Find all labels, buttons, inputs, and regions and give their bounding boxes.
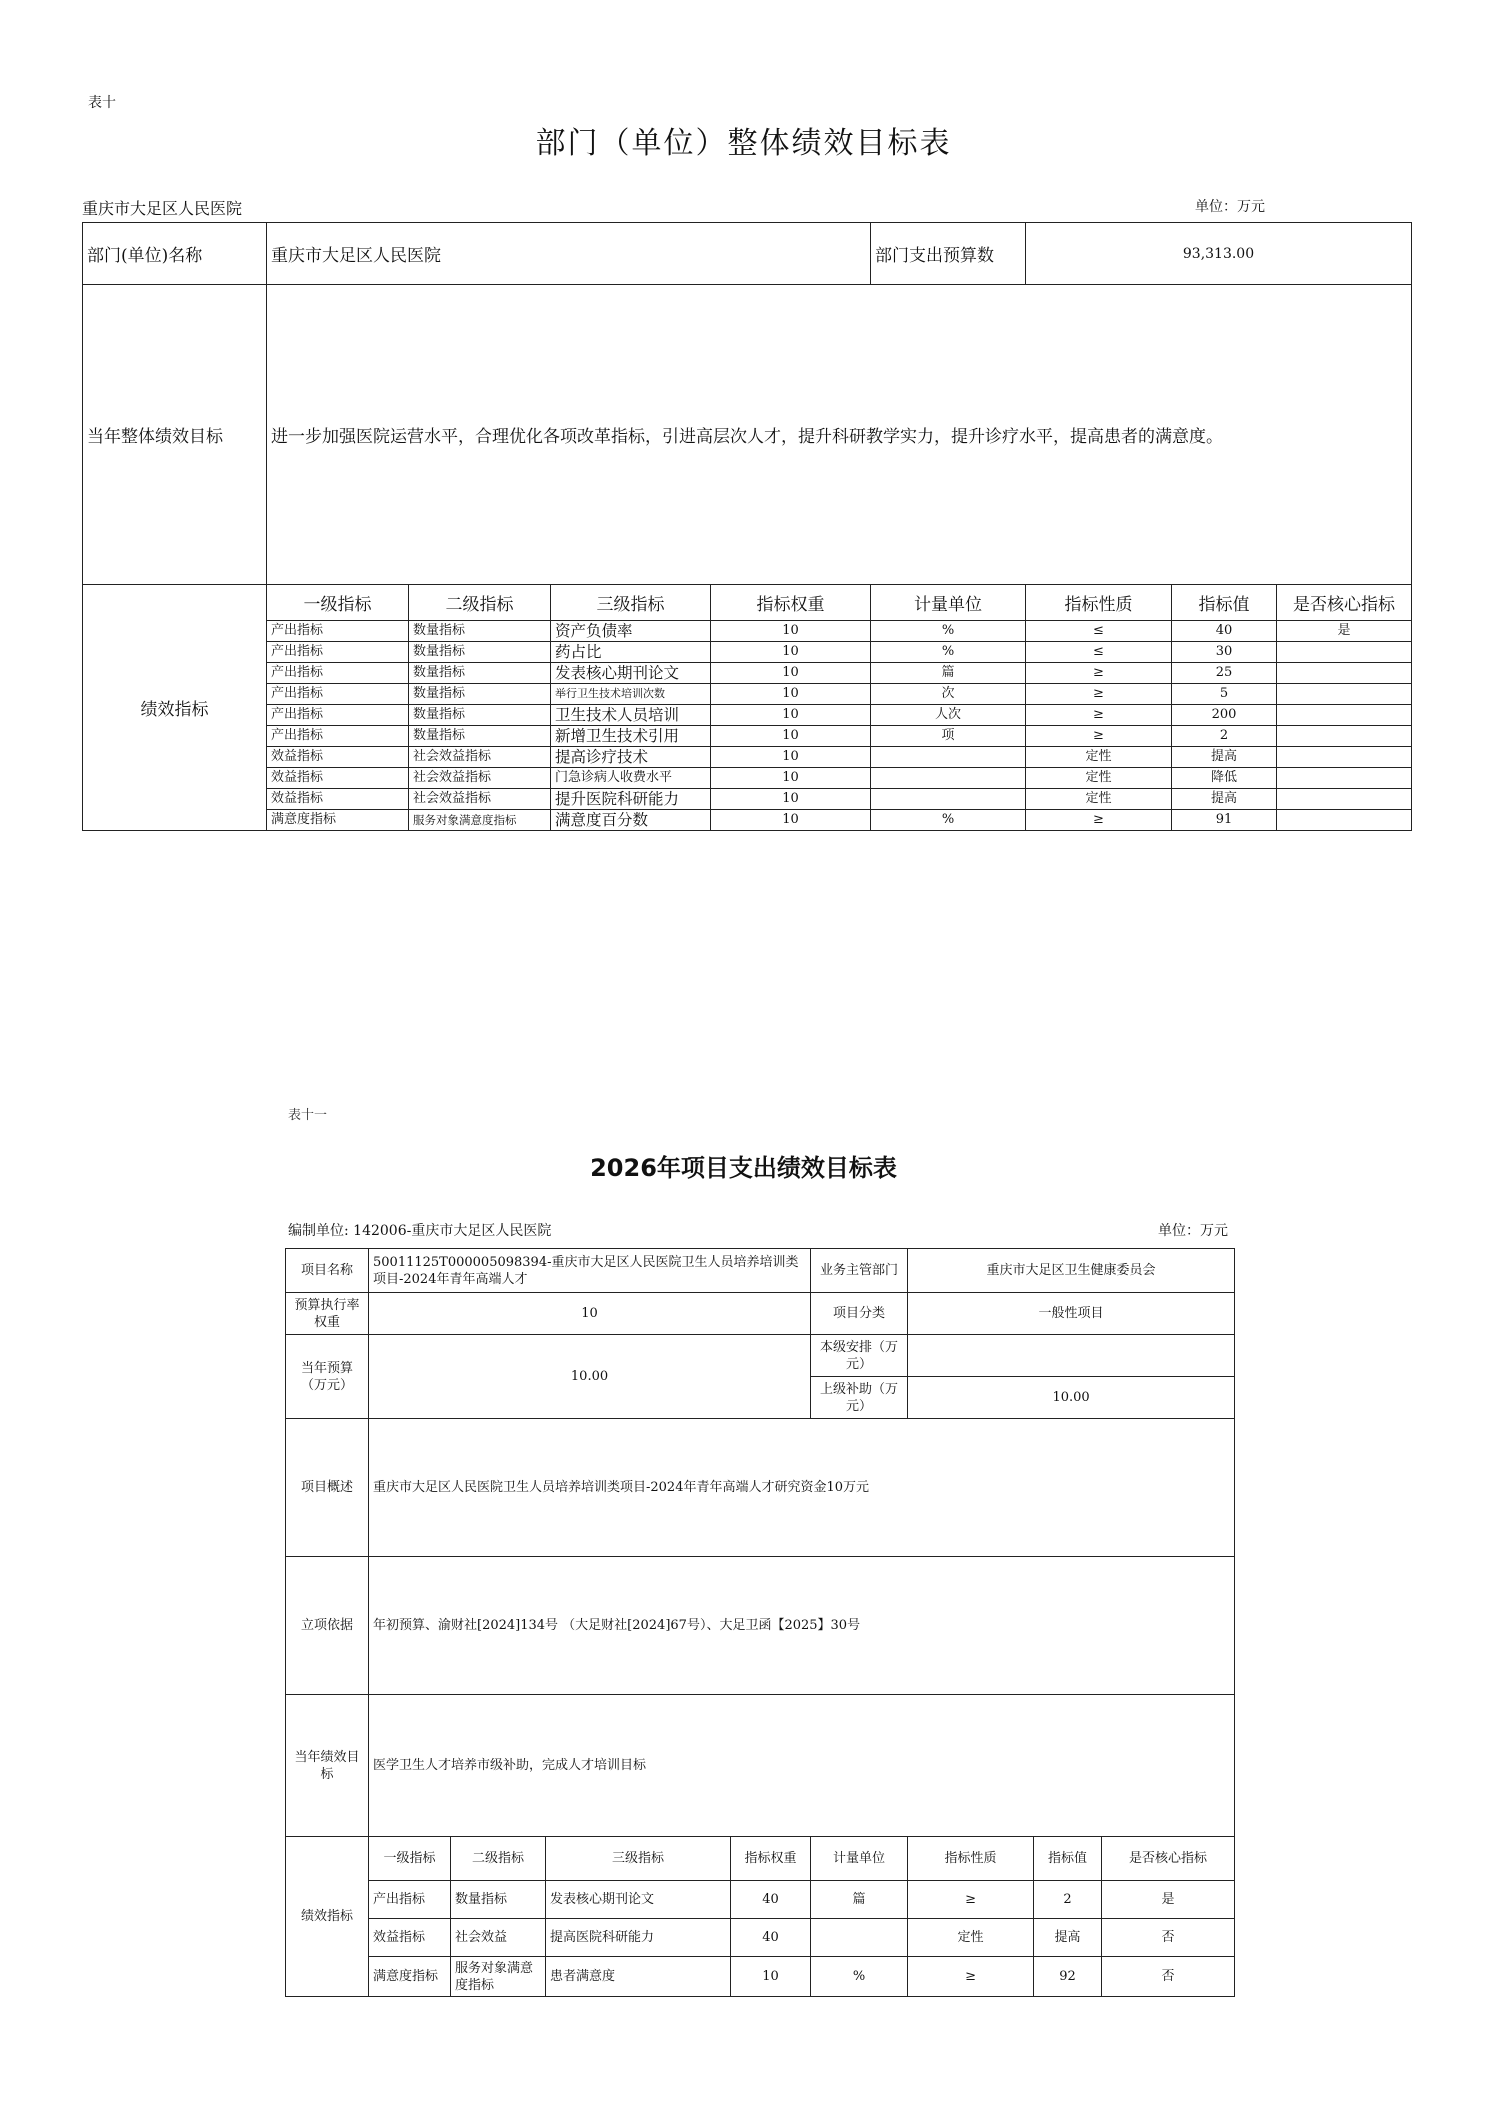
- perf-label: 绩效指标: [286, 1837, 369, 1997]
- cell: 200: [1172, 705, 1277, 726]
- cell: 10: [731, 1957, 811, 1997]
- cell: 产出指标: [267, 621, 409, 642]
- cell: ≥: [1026, 726, 1172, 747]
- table-row: [83, 747, 1412, 768]
- cell: ≤: [1026, 642, 1172, 663]
- cell: 产出指标: [267, 642, 409, 663]
- header-cell: 计量单位: [871, 585, 1026, 621]
- page-title: 2026年项目支出绩效目标表: [590, 1154, 897, 1182]
- goal-text: 医学卫生人才培养市级补助，完成人才培训目标: [369, 1695, 1235, 1837]
- cell: 效益指标: [369, 1919, 451, 1957]
- cell: 定性: [1026, 789, 1172, 810]
- cell: [1277, 789, 1412, 810]
- table-row: [83, 768, 1412, 789]
- local-label: 本级安排（万元）: [811, 1335, 908, 1377]
- cell: 10: [711, 663, 871, 684]
- cell: 是: [1277, 621, 1412, 642]
- cell: 篇: [811, 1881, 908, 1919]
- cell: 服务对象满意度指标: [451, 1957, 546, 1997]
- org-name: 编制单位: 142006-重庆市大足区人民医院: [288, 1223, 552, 1239]
- cell: 10: [711, 810, 871, 831]
- cell: 10: [711, 789, 871, 810]
- name-label: 部门(单位)名称: [83, 223, 267, 285]
- cell: 数量指标: [409, 726, 551, 747]
- budget-label: 当年预算（万元）: [286, 1335, 369, 1419]
- cell: [1277, 663, 1412, 684]
- cell: 卫生技术人员培训: [551, 705, 711, 726]
- cell: 满意度百分数: [551, 810, 711, 831]
- cell: 提高: [1172, 789, 1277, 810]
- cell: 药占比: [551, 642, 711, 663]
- cell: 定性: [908, 1919, 1034, 1957]
- cell: %: [871, 621, 1026, 642]
- cell: ≤: [1026, 621, 1172, 642]
- cell: 门急诊病人收费水平: [551, 768, 711, 789]
- cell: 社会效益指标: [409, 768, 551, 789]
- cell: 40: [1172, 621, 1277, 642]
- cell: 产出指标: [267, 705, 409, 726]
- cell: 否: [1102, 1957, 1235, 1997]
- cell: 10: [711, 747, 871, 768]
- header-cell: 二级指标: [451, 1837, 546, 1881]
- table-label: 表十一: [288, 1108, 328, 1123]
- cell: 2: [1034, 1881, 1102, 1919]
- table-row: [286, 1919, 1235, 1957]
- cell: [1277, 810, 1412, 831]
- goal-label: 当年绩效目标: [286, 1695, 369, 1837]
- exec-weight-label: 预算执行率权重: [286, 1293, 369, 1335]
- cell: 产出指标: [369, 1881, 451, 1919]
- cell: [811, 1919, 908, 1957]
- header-cell: 是否核心指标: [1102, 1837, 1235, 1881]
- cell: [1277, 642, 1412, 663]
- cell: [1277, 768, 1412, 789]
- cell: 数量指标: [409, 642, 551, 663]
- cell: 25: [1172, 663, 1277, 684]
- cell: 满意度指标: [267, 810, 409, 831]
- unit-label: 单位：万元: [1195, 199, 1265, 215]
- header-cell: 指标权重: [731, 1837, 811, 1881]
- goal-label: 当年整体绩效目标: [83, 285, 267, 585]
- name-value: 重庆市大足区人民医院: [267, 223, 871, 285]
- cell: 是: [1102, 1881, 1235, 1919]
- header-cell: 一级指标: [369, 1837, 451, 1881]
- cell: 10: [711, 726, 871, 747]
- cell: 2: [1172, 726, 1277, 747]
- project-name-value: 50011125T000005098394-重庆市大足区人民医院卫生人员培养培训类项目-2024年青年高端人才: [369, 1249, 811, 1293]
- cell: 次: [871, 684, 1026, 705]
- cell: ≥: [1026, 663, 1172, 684]
- cell: [871, 747, 1026, 768]
- cell: 10: [711, 642, 871, 663]
- cell: 社会效益指标: [409, 747, 551, 768]
- org-name: 重庆市大足区人民医院: [82, 199, 243, 218]
- cell: 效益指标: [267, 768, 409, 789]
- dept-value: 重庆市大足区卫生健康委员会: [908, 1249, 1235, 1293]
- header-cell: 一级指标: [267, 585, 409, 621]
- table-row: [83, 642, 1412, 663]
- project-name-label: 项目名称: [286, 1249, 369, 1293]
- dept-label: 业务主管部门: [811, 1249, 908, 1293]
- basis-label: 立项依据: [286, 1557, 369, 1695]
- budget-label: 部门支出预算数: [871, 223, 1026, 285]
- cell: 效益指标: [267, 789, 409, 810]
- cell: 提升医院科研能力: [551, 789, 711, 810]
- cell: 30: [1172, 642, 1277, 663]
- cell: 产出指标: [267, 663, 409, 684]
- cell: [1277, 747, 1412, 768]
- header-cell: 计量单位: [811, 1837, 908, 1881]
- cell: 否: [1102, 1919, 1235, 1957]
- cell: ≥: [908, 1881, 1034, 1919]
- dept-performance-table: [82, 222, 1412, 831]
- cell: 提高医院科研能力: [546, 1919, 731, 1957]
- category-value: 一般性项目: [908, 1293, 1235, 1335]
- table-label: 表十: [88, 95, 116, 111]
- cell: [1277, 684, 1412, 705]
- overview-label: 项目概述: [286, 1419, 369, 1557]
- cell: 降低: [1172, 768, 1277, 789]
- goal-text: 进一步加强医院运营水平，合理优化各项改革指标，引进高层次人才，提升科研教学实力，提升诊疗水平，提高患者的满意度。: [267, 285, 1412, 585]
- basis-text: 年初预算、渝财社[2024]134号 （大足财社[2024]67号）、大足卫函【2025】30号: [369, 1557, 1235, 1695]
- upper-value: 10.00: [908, 1377, 1235, 1419]
- cell: 提高诊疗技术: [551, 747, 711, 768]
- header-cell: 是否核心指标: [1277, 585, 1412, 621]
- header-cell: 三级指标: [546, 1837, 731, 1881]
- cell: 定性: [1026, 747, 1172, 768]
- cell: 产出指标: [267, 684, 409, 705]
- local-value: [908, 1335, 1235, 1377]
- cell: 数量指标: [409, 621, 551, 642]
- budget-value: 10.00: [369, 1335, 811, 1419]
- table-row: [83, 621, 1412, 642]
- perf-label: 绩效指标: [83, 585, 267, 831]
- cell: 定性: [1026, 768, 1172, 789]
- cell: 效益指标: [267, 747, 409, 768]
- cell: 40: [731, 1919, 811, 1957]
- cell: 新增卫生技术引用: [551, 726, 711, 747]
- header-cell: 指标值: [1172, 585, 1277, 621]
- cell: 发表核心期刊论文: [551, 663, 711, 684]
- cell: 数量指标: [409, 705, 551, 726]
- cell: 数量指标: [409, 684, 551, 705]
- cell: 篇: [871, 663, 1026, 684]
- cell: [871, 768, 1026, 789]
- table-row: [83, 810, 1412, 831]
- table-row: [83, 705, 1412, 726]
- table-row: [83, 789, 1412, 810]
- project-performance-table: [285, 1248, 1235, 1997]
- cell: 10: [711, 768, 871, 789]
- header-cell: 指标值: [1034, 1837, 1102, 1881]
- cell: ≥: [1026, 684, 1172, 705]
- cell: %: [871, 810, 1026, 831]
- cell: ≥: [908, 1957, 1034, 1997]
- cell: 资产负债率: [551, 621, 711, 642]
- page-title: 部门（单位）整体绩效目标表: [535, 126, 952, 161]
- cell: 10: [711, 621, 871, 642]
- cell: 社会效益: [451, 1919, 546, 1957]
- cell: 举行卫生技术培训次数: [551, 684, 711, 705]
- cell: [1277, 705, 1412, 726]
- cell: [871, 789, 1026, 810]
- header-cell: 指标权重: [711, 585, 871, 621]
- cell: 5: [1172, 684, 1277, 705]
- cell: 服务对象满意度指标: [409, 810, 551, 831]
- table-row: [83, 726, 1412, 747]
- cell: 产出指标: [267, 726, 409, 747]
- cell: 患者满意度: [546, 1957, 731, 1997]
- table-row: [83, 684, 1412, 705]
- cell: ≥: [1026, 810, 1172, 831]
- cell: %: [871, 642, 1026, 663]
- unit-label: 单位：万元: [1158, 1223, 1228, 1239]
- cell: 提高: [1172, 747, 1277, 768]
- category-label: 项目分类: [811, 1293, 908, 1335]
- cell: 满意度指标: [369, 1957, 451, 1997]
- cell: 数量指标: [409, 663, 551, 684]
- table-row: [286, 1881, 1235, 1919]
- budget-value: 93,313.00: [1026, 223, 1412, 285]
- cell: ≥: [1026, 705, 1172, 726]
- exec-weight-value: 10: [369, 1293, 811, 1335]
- table-row: [286, 1957, 1235, 1997]
- cell: %: [811, 1957, 908, 1997]
- cell: 92: [1034, 1957, 1102, 1997]
- header-cell: 指标性质: [1026, 585, 1172, 621]
- upper-label: 上级补助（万元）: [811, 1377, 908, 1419]
- cell: 91: [1172, 810, 1277, 831]
- cell: 提高: [1034, 1919, 1102, 1957]
- cell: 数量指标: [451, 1881, 546, 1919]
- cell: 40: [731, 1881, 811, 1919]
- cell: [1277, 726, 1412, 747]
- cell: 项: [871, 726, 1026, 747]
- cell: 发表核心期刊论文: [546, 1881, 731, 1919]
- cell: 人次: [871, 705, 1026, 726]
- header-cell: 三级指标: [551, 585, 711, 621]
- header-cell: 二级指标: [409, 585, 551, 621]
- header-cell: 指标性质: [908, 1837, 1034, 1881]
- overview-text: 重庆市大足区人民医院卫生人员培养培训类项目-2024年青年高端人才研究资金10万元: [369, 1419, 1235, 1557]
- cell: 社会效益指标: [409, 789, 551, 810]
- cell: 10: [711, 705, 871, 726]
- cell: 10: [711, 684, 871, 705]
- table-row: [83, 663, 1412, 684]
